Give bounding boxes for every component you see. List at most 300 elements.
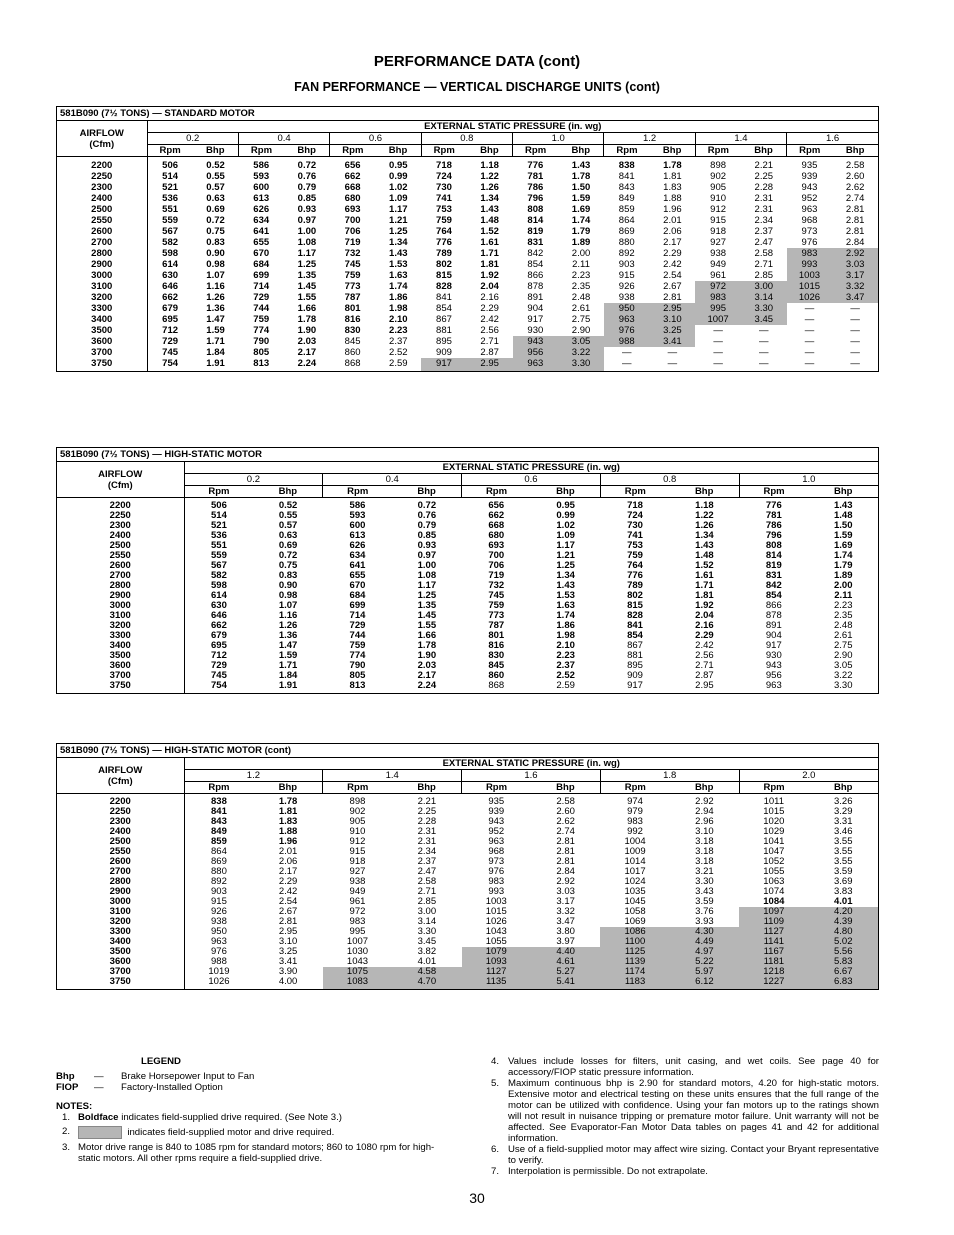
rpm-cell: 789 <box>627 580 643 591</box>
rpm-header: Rpm <box>421 145 467 157</box>
rpm-cell: 805 <box>253 347 270 358</box>
bhp-cell: 1.43 <box>834 500 853 511</box>
bhp-cell: 0.85 <box>297 193 317 204</box>
bhp-cell: 2.01 <box>663 215 682 226</box>
rpm-cell: 1079 <box>462 947 531 957</box>
airflow-cell: 2900 <box>57 591 184 601</box>
rpm-header: Rpm <box>184 486 253 498</box>
bhp-cell: 1.69 <box>571 204 591 215</box>
bhp-cell: 3.21 <box>695 866 714 877</box>
bhp-cell: 1.90 <box>417 650 437 661</box>
bhp-cell: 2.42 <box>480 314 499 325</box>
rpm-cell: 805 <box>349 670 366 681</box>
bhp-header: Bhp <box>558 145 604 157</box>
rpm-cell: 961 <box>710 270 727 281</box>
rpm-cell: 993 <box>488 886 505 897</box>
rpm-cell: 1109 <box>739 917 808 927</box>
bhp-cell: 6.12 <box>670 977 739 989</box>
rpm-header: Rpm <box>147 145 193 157</box>
airflow-label: AIRFLOW <box>98 468 143 480</box>
airflow-cell: 2600 <box>57 226 147 237</box>
bhp-cell: 3.80 <box>556 926 575 937</box>
rpm-cell: — <box>804 358 815 369</box>
rpm-cell: 915 <box>618 270 635 281</box>
bhp-cell: 3.10 <box>278 936 298 947</box>
bhp-cell: 2.47 <box>754 237 774 248</box>
bhp-cell: 1.66 <box>417 630 437 641</box>
bhp-cell: 4.80 <box>809 927 878 937</box>
bhp-cell: 2.62 <box>845 182 865 193</box>
rpm-header: Rpm <box>739 782 808 794</box>
legend-abbr: FIOP <box>56 1082 79 1093</box>
bhp-cell: 4.40 <box>531 947 600 957</box>
bhp-cell: 2.96 <box>695 816 714 827</box>
rpm-cell: 759 <box>488 600 505 611</box>
bhp-cell: 1.34 <box>480 193 499 204</box>
rpm-cell: 714 <box>253 281 270 292</box>
legend-dash: — <box>94 1071 104 1082</box>
rpm-cell: 514 <box>162 171 179 182</box>
bhp-cell: 2.52 <box>389 347 408 358</box>
rpm-cell: 759 <box>349 640 366 651</box>
bhp-cell: 1.78 <box>417 640 437 651</box>
bhp-cell: 3.55 <box>834 846 853 857</box>
bhp-cell: 2.11 <box>834 590 853 601</box>
rpm-cell: 759 <box>253 314 270 325</box>
airflow-cell: 3600 <box>57 661 184 671</box>
table-row <box>57 270 878 281</box>
bhp-cell: 1.47 <box>206 314 225 325</box>
pressure-header: 1.8 <box>600 770 739 782</box>
rpm-cell: 992 <box>627 826 643 837</box>
rpm-cell: 974 <box>627 796 643 807</box>
bhp-cell: 1.07 <box>206 270 225 281</box>
rpm-cell: 915 <box>211 896 227 907</box>
bhp-cell: 1.78 <box>571 171 591 182</box>
bhp-header: Bhp <box>741 145 787 157</box>
bhp-cell: — <box>759 347 769 358</box>
rpm-cell: 1015 <box>485 906 507 917</box>
bhp-cell: 2.28 <box>417 816 437 827</box>
airflow-cell: 3750 <box>57 358 147 371</box>
bhp-cell: 1.48 <box>834 510 853 521</box>
esp-header: EXTERNAL STATIC PRESSURE (in. wg) <box>184 758 878 770</box>
rpm-cell: 764 <box>627 560 643 571</box>
bhp-cell: 2.71 <box>695 660 714 671</box>
rpm-cell: 598 <box>211 580 227 591</box>
rpm-cell: 724 <box>436 171 452 182</box>
bhp-cell: 2.84 <box>845 237 865 248</box>
table-row <box>57 541 878 551</box>
bhp-cell: 0.90 <box>206 248 225 259</box>
rpm-cell: — <box>804 325 815 336</box>
bhp-cell: 6.83 <box>809 977 878 989</box>
rpm-cell: 816 <box>488 640 505 651</box>
bhp-cell: 2.81 <box>278 916 298 927</box>
rpm-cell: 641 <box>253 226 270 237</box>
bhp-cell: — <box>667 358 678 369</box>
bhp-cell: 4.01 <box>834 896 853 907</box>
rpm-cell: 819 <box>765 560 782 571</box>
table-row <box>57 551 878 561</box>
airflow-cell: 3500 <box>57 651 184 661</box>
rpm-cell: 902 <box>349 806 366 817</box>
rpm-cell: 718 <box>627 500 643 511</box>
rpm-cell: 917 <box>765 640 782 651</box>
rpm-cell: 973 <box>801 226 818 237</box>
table-row <box>57 857 878 867</box>
bhp-cell: 0.52 <box>206 160 225 171</box>
rpm-cell: 815 <box>627 600 643 611</box>
airflow-cell: 2500 <box>57 541 184 551</box>
rpm-cell: 841 <box>211 806 227 817</box>
bhp-cell: 2.59 <box>389 358 408 369</box>
bhp-cell: 1.21 <box>389 215 408 226</box>
bhp-cell: 1.48 <box>480 215 499 226</box>
rpm-cell: 963 <box>801 204 818 215</box>
table-row <box>57 248 878 259</box>
rpm-cell: 1074 <box>763 886 785 897</box>
bhp-cell: 2.06 <box>278 856 298 867</box>
rpm-cell: 790 <box>253 336 270 347</box>
rpm-cell: 796 <box>765 530 782 541</box>
performance-table <box>57 462 878 693</box>
bhp-cell: 2.81 <box>663 292 682 303</box>
rpm-cell: 868 <box>344 358 361 369</box>
rpm-cell: 881 <box>627 650 643 661</box>
pressure-header: 0.4 <box>323 474 462 486</box>
rpm-cell: 729 <box>349 620 366 631</box>
rpm-cell: 668 <box>488 520 505 531</box>
bhp-cell: 0.83 <box>206 237 225 248</box>
airflow-label: AIRFLOW <box>98 764 143 776</box>
rpm-cell: 744 <box>253 303 270 314</box>
cfm-label: (Cfm) <box>89 138 115 150</box>
rpm-cell: 662 <box>211 620 227 631</box>
bhp-header: Bhp <box>809 486 878 498</box>
rpm-cell: 759 <box>627 550 643 561</box>
bhp-cell: 1.74 <box>834 550 853 561</box>
rpm-cell: 830 <box>344 325 361 336</box>
bhp-cell: 1.08 <box>297 237 317 248</box>
rpm-cell: 808 <box>527 204 544 215</box>
bhp-header: Bhp <box>392 486 461 498</box>
rpm-cell: 600 <box>253 182 270 193</box>
rpm-cell: 656 <box>488 500 505 511</box>
rpm-cell: 732 <box>488 580 505 591</box>
bhp-cell: — <box>667 347 678 358</box>
rpm-cell: 1004 <box>624 836 646 847</box>
airflow-cell: 3400 <box>57 937 184 947</box>
bhp-cell: — <box>850 336 860 347</box>
bhp-cell: 1.83 <box>278 816 298 827</box>
bhp-header: Bhp <box>284 145 330 157</box>
table-row <box>57 621 878 631</box>
table-row <box>57 641 878 651</box>
rpm-cell: 776 <box>527 160 544 171</box>
bhp-header: Bhp <box>670 486 739 498</box>
rpm-cell: 939 <box>801 171 818 182</box>
rpm-cell: 880 <box>618 237 635 248</box>
airflow-cell: 3700 <box>57 671 184 681</box>
bhp-cell: 3.30 <box>417 926 437 937</box>
note-4-text: Values include losses for filters, unit casing, and wet coils. See page 40 for accessory/FIOP static pressure information. <box>508 1056 879 1078</box>
rpm-cell: 912 <box>349 836 366 847</box>
rpm-cell: 983 <box>787 248 833 259</box>
bhp-cell: 2.81 <box>845 204 865 215</box>
rpm-cell: 712 <box>211 650 227 661</box>
bhp-cell: 1.92 <box>695 600 714 611</box>
note-num: 5. <box>491 1078 500 1089</box>
airflow-header <box>57 758 184 794</box>
bhp-cell: 2.23 <box>556 650 575 661</box>
pressure-header: 1.0 <box>513 133 604 145</box>
bhp-cell: 3.17 <box>832 270 878 281</box>
rpm-cell: 854 <box>765 590 782 601</box>
rpm-cell: 891 <box>527 292 544 303</box>
table-row <box>57 591 878 601</box>
rpm-cell: 695 <box>162 314 179 325</box>
rpm-cell: 680 <box>344 193 361 204</box>
bhp-cell: 1.36 <box>206 303 225 314</box>
bhp-cell: 2.94 <box>695 806 714 817</box>
airflow-header <box>57 462 184 498</box>
bhp-cell: 1.45 <box>417 610 437 621</box>
bhp-cell: 1.53 <box>389 259 408 270</box>
rpm-cell: 1174 <box>600 967 669 977</box>
rpm-cell: 630 <box>162 270 179 281</box>
rpm-cell: 841 <box>627 620 643 631</box>
bhp-cell: — <box>759 336 769 347</box>
rpm-cell: 1084 <box>763 896 785 907</box>
bhp-cell: 0.85 <box>417 530 437 541</box>
bhp-cell: 3.43 <box>695 886 714 897</box>
rpm-cell: 854 <box>527 259 544 270</box>
table-row <box>57 314 878 325</box>
rpm-cell: 854 <box>627 630 643 641</box>
rpm-cell: 864 <box>618 215 635 226</box>
rpm-cell: 943 <box>765 660 782 671</box>
airflow-cell: 2400 <box>57 531 184 541</box>
table-row <box>57 601 878 611</box>
bhp-cell: 2.17 <box>278 866 298 877</box>
bhp-cell: 5.22 <box>670 957 739 967</box>
bhp-cell: 2.84 <box>556 866 575 877</box>
table-row <box>57 907 878 917</box>
rpm-cell: 641 <box>349 560 366 571</box>
bhp-cell: 2.31 <box>417 826 437 837</box>
bhp-cell: 0.93 <box>297 204 317 215</box>
rpm-cell: 745 <box>488 590 505 601</box>
table-row <box>57 661 878 671</box>
rpm-cell: 776 <box>436 237 452 248</box>
bhp-cell: 1.35 <box>297 270 317 281</box>
pressure-header: 0.8 <box>600 474 739 486</box>
rpm-cell: 867 <box>436 314 452 325</box>
bhp-cell: 2.71 <box>480 336 499 347</box>
bhp-cell: 1.09 <box>556 530 575 541</box>
rpm-cell: 1135 <box>462 977 531 989</box>
rpm-cell: 700 <box>344 215 361 226</box>
rpm-cell: 1015 <box>787 281 833 292</box>
airflow-cell: 2400 <box>57 827 184 837</box>
bhp-cell: 3.05 <box>558 336 604 347</box>
rpm-cell: 1026 <box>787 292 833 303</box>
rpm-cell: 1011 <box>763 796 785 807</box>
bhp-cell: 3.10 <box>695 826 714 837</box>
rpm-cell: 983 <box>695 292 741 303</box>
bhp-cell: 1.81 <box>278 806 298 817</box>
rpm-cell: 918 <box>349 856 366 867</box>
bhp-cell: 2.00 <box>834 580 853 591</box>
airflow-cell: 2700 <box>57 571 184 581</box>
rpm-cell: 614 <box>211 590 227 601</box>
bhp-cell: 1.81 <box>480 259 499 270</box>
rpm-cell: 521 <box>162 182 179 193</box>
airflow-label: AIRFLOW <box>79 127 124 139</box>
bhp-header: Bhp <box>670 782 739 794</box>
bhp-cell: 2.95 <box>650 303 696 314</box>
bhp-cell: 0.52 <box>278 500 298 511</box>
bhp-cell: 0.57 <box>206 182 225 193</box>
rpm-cell: 952 <box>488 826 505 837</box>
table-caption: 581B090 (7½ TONS) — STANDARD MOTOR <box>57 107 878 121</box>
airflow-cell: 2600 <box>57 857 184 867</box>
pressure-header: 1.6 <box>787 133 878 145</box>
table-row <box>57 611 878 621</box>
airflow-cell: 3100 <box>57 611 184 621</box>
rpm-cell: 866 <box>527 270 544 281</box>
rpm-cell: 976 <box>211 946 227 957</box>
bhp-cell: 1.74 <box>389 281 408 292</box>
pressure-header: 2.0 <box>739 770 878 782</box>
rpm-cell: — <box>804 336 815 347</box>
rpm-cell: 904 <box>765 630 782 641</box>
bhp-cell: 3.76 <box>695 906 714 917</box>
bhp-cell: 3.25 <box>650 325 696 336</box>
bhp-cell: 2.74 <box>845 193 865 204</box>
bhp-cell: 3.30 <box>741 303 787 314</box>
rpm-cell: 968 <box>488 846 505 857</box>
rpm-cell: 730 <box>627 520 643 531</box>
rpm-cell: 995 <box>349 926 366 937</box>
rpm-cell: 983 <box>627 816 643 827</box>
bhp-cell: 2.23 <box>834 600 853 611</box>
bhp-cell: 1.26 <box>695 520 714 531</box>
rpm-cell: 926 <box>211 906 227 917</box>
rpm-cell: 559 <box>211 550 227 561</box>
bhp-cell: 1.48 <box>695 550 714 561</box>
bhp-cell: 0.72 <box>278 550 298 561</box>
airflow-cell: 3200 <box>57 917 184 927</box>
bhp-cell: 1.88 <box>663 193 682 204</box>
bhp-cell: 3.93 <box>695 916 714 927</box>
bhp-cell: 2.11 <box>572 259 590 270</box>
rpm-cell: 679 <box>162 303 179 314</box>
airflow-cell: 3600 <box>57 957 184 967</box>
rpm-cell: 1218 <box>739 967 808 977</box>
bhp-cell: 1.86 <box>556 620 575 631</box>
table-row <box>57 531 878 541</box>
rpm-cell: 614 <box>162 259 179 270</box>
bhp-cell: 5.97 <box>670 967 739 977</box>
bhp-cell: 2.87 <box>695 670 714 681</box>
rpm-cell: 878 <box>527 281 544 292</box>
rpm-cell: 1100 <box>600 937 669 947</box>
bhp-cell: 1.61 <box>480 237 499 248</box>
rpm-cell: 1020 <box>763 816 785 827</box>
rpm-cell: 878 <box>765 610 782 621</box>
bhp-cell: 1.55 <box>417 620 437 631</box>
bhp-cell: 2.62 <box>556 816 575 827</box>
bhp-cell: 1.89 <box>834 570 853 581</box>
bhp-cell: 2.75 <box>571 314 591 325</box>
bhp-cell: 2.52 <box>556 670 575 681</box>
airflow-cell: 3300 <box>57 927 184 937</box>
rpm-cell: 732 <box>344 248 361 259</box>
bhp-cell: 2.37 <box>389 336 408 347</box>
rpm-cell: 781 <box>527 171 544 182</box>
rpm-cell: 514 <box>211 510 227 521</box>
rpm-cell: 868 <box>488 680 505 691</box>
rpm-cell: 831 <box>765 570 782 581</box>
rpm-cell: 917 <box>421 358 467 371</box>
rpm-cell: 1029 <box>763 826 785 837</box>
bhp-cell: 3.18 <box>695 856 714 867</box>
rpm-cell: 662 <box>162 292 179 303</box>
bhp-cell: 0.57 <box>278 520 298 531</box>
bhp-cell: 2.58 <box>754 248 774 259</box>
table-row <box>57 182 878 193</box>
rpm-cell: 745 <box>211 670 227 681</box>
bhp-cell: 2.90 <box>834 650 853 661</box>
rpm-cell: 841 <box>436 292 452 303</box>
rpm-cell: 903 <box>211 886 227 897</box>
rpm-cell: 1069 <box>624 916 646 927</box>
airflow-cell: 3300 <box>57 631 184 641</box>
rpm-cell: 670 <box>253 248 270 259</box>
rpm-cell: 849 <box>211 826 227 837</box>
table-row <box>57 807 878 817</box>
rpm-cell: 895 <box>627 660 643 671</box>
rpm-cell: 506 <box>211 500 227 511</box>
rpm-cell: 892 <box>211 876 227 887</box>
bhp-cell: 0.69 <box>206 204 225 215</box>
rpm-header: Rpm <box>184 782 253 794</box>
bhp-cell: 2.48 <box>571 292 591 303</box>
rpm-cell: 626 <box>253 204 270 215</box>
bhp-cell: 1.25 <box>297 259 317 270</box>
table-row <box>57 336 878 347</box>
airflow-cell: 2250 <box>57 511 184 521</box>
bhp-cell: 2.00 <box>571 248 591 259</box>
rpm-cell: 831 <box>527 237 544 248</box>
rpm-cell: 741 <box>436 193 452 204</box>
esp-header: EXTERNAL STATIC PRESSURE (in. wg) <box>184 462 878 474</box>
table-row <box>57 498 878 512</box>
airflow-cell: 3700 <box>57 347 147 358</box>
rpm-header: Rpm <box>600 486 669 498</box>
bhp-cell: 1.00 <box>417 560 437 571</box>
rpm-cell: 787 <box>344 292 361 303</box>
bhp-cell: 0.95 <box>389 160 408 171</box>
bhp-cell: 2.59 <box>556 680 575 691</box>
bhp-cell: 2.37 <box>417 856 437 867</box>
airflow-cell: 2250 <box>57 171 147 182</box>
airflow-cell: 2300 <box>57 182 147 193</box>
rpm-cell: 1141 <box>739 937 808 947</box>
bhp-cell: 4.97 <box>670 947 739 957</box>
